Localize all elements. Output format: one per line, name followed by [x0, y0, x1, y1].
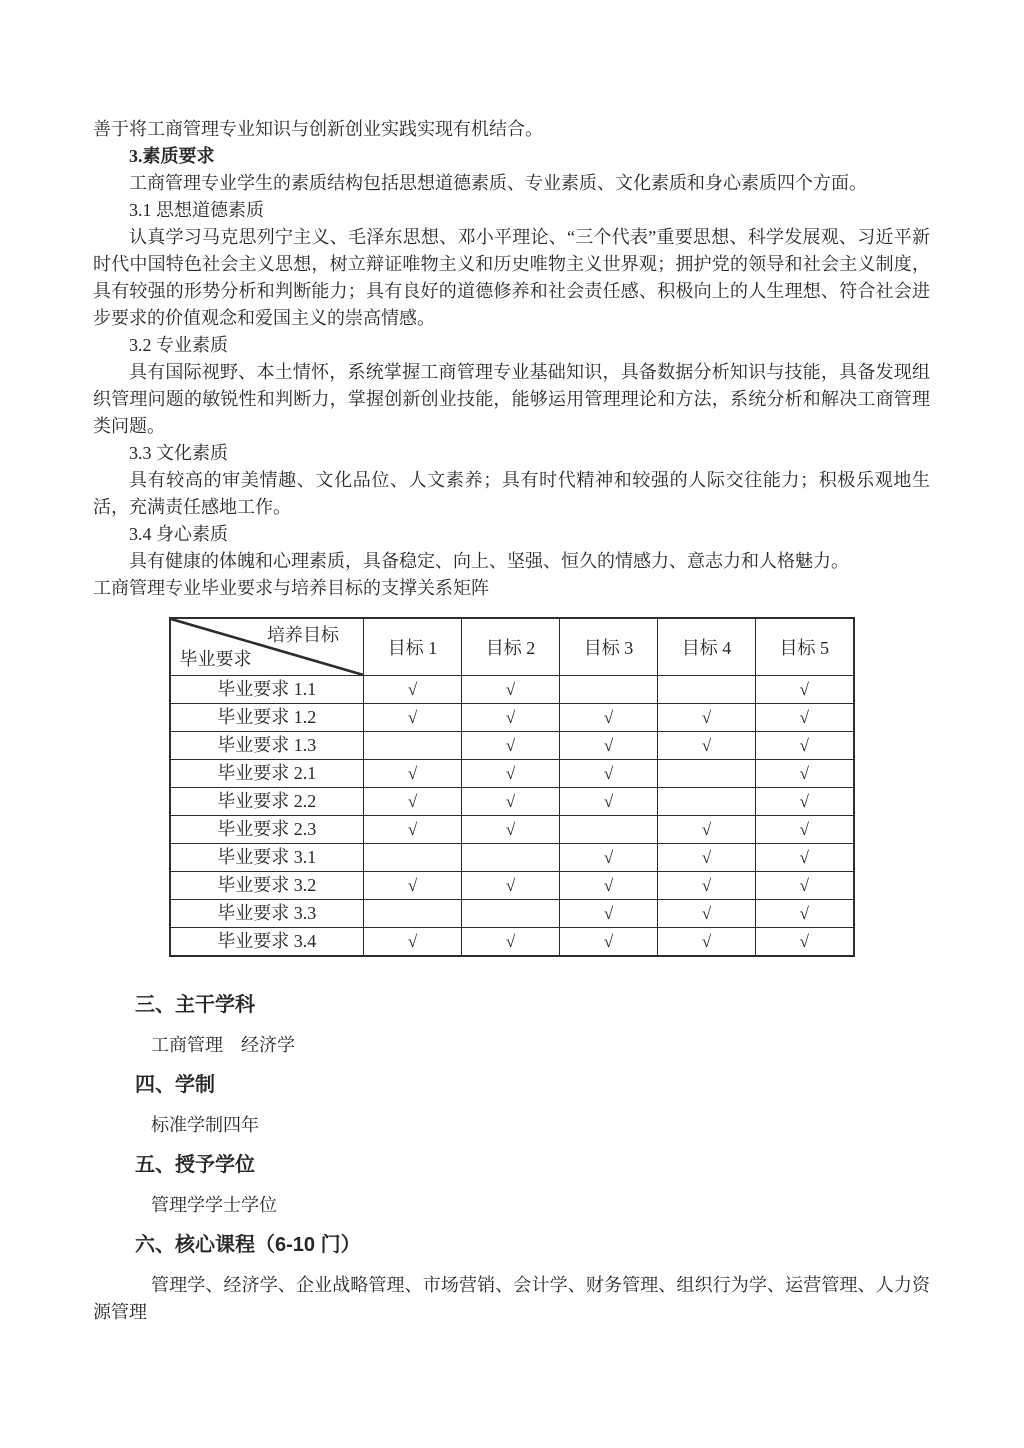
- empty-cell: [364, 900, 462, 928]
- matrix-header-row: [170, 618, 854, 676]
- check-mark: √: [756, 732, 854, 760]
- subsection-body-3-4: 具有健康的体魄和心理素质，具备稳定、向上、坚强、恒久的情感力、意志力和人格魅力。: [129, 551, 849, 571]
- check-mark: √: [462, 788, 560, 816]
- row-label: 毕业要求 2.3: [170, 816, 364, 844]
- check-mark: √: [560, 788, 658, 816]
- quality-requirements-intro: 工商管理专业学生的素质结构包括思想道德素质、专业素质、文化素质和身心素质四个方面。: [129, 173, 867, 193]
- subsection-body-3-2: 具有国际视野、本土情怀，系统掌握工商管理专业基础知识，具备数据分析知识与技能，具备发现组织管理问题的敏锐性和判断力，掌握创新创业技能，能够运用管理理论和方法，系统分析和解决工商管理类问题。: [93, 362, 930, 436]
- section-body-degree: 管理学学士学位: [151, 1195, 277, 1215]
- check-mark: √: [560, 928, 658, 957]
- check-mark: √: [756, 816, 854, 844]
- empty-cell: [364, 732, 462, 760]
- matrix-table-row: [170, 816, 854, 844]
- row-label: 毕业要求 3.1: [170, 844, 364, 872]
- matrix-table-row: [170, 872, 854, 900]
- matrix-table-title: 工商管理专业毕业要求与培养目标的支撑关系矩阵: [93, 578, 489, 598]
- matrix-corner-cell: [170, 618, 364, 676]
- check-mark: √: [560, 900, 658, 928]
- column-header-goal-4: 目标 4: [658, 618, 756, 676]
- row-label: 毕业要求 3.4: [170, 928, 364, 957]
- check-mark: √: [756, 928, 854, 957]
- section-heading-study-length: 四、学制: [135, 1074, 215, 1096]
- check-mark: √: [756, 760, 854, 788]
- column-header-goal-1: 目标 1: [364, 618, 462, 676]
- check-mark: √: [756, 676, 854, 704]
- check-mark: √: [756, 844, 854, 872]
- check-mark: √: [462, 676, 560, 704]
- check-mark: √: [658, 928, 756, 957]
- check-mark: √: [462, 816, 560, 844]
- quality-requirements-heading: 3.素质要求: [129, 146, 215, 166]
- subsection-heading-3-2: 3.2 专业素质: [129, 335, 228, 355]
- check-mark: √: [364, 928, 462, 957]
- section-body-main-disciplines: 工商管理 经济学: [151, 1035, 295, 1055]
- check-mark: √: [364, 676, 462, 704]
- column-header-goal-5: 目标 5: [756, 618, 854, 676]
- corner-label-graduation-requirements: 毕业要求: [179, 649, 252, 669]
- row-label: 毕业要求 2.1: [170, 760, 364, 788]
- body-text-block: [93, 116, 930, 602]
- empty-cell: [364, 844, 462, 872]
- check-mark: √: [462, 760, 560, 788]
- subsection-body-3-1: 认真学习马克思列宁主义、毛泽东思想、邓小平理论、“三个代表”重要思想、科学发展观、习近平新时代中国特色社会主义思想，树立辩证唯物主义和历史唯物主义世界观；拥护党的领导和社会主义制度，具有较强的形势分析和判断能力；具有良好的道德修养和社会责任感、积极向上的人生理想、符合社会进步要求的价值观念和爱国主义的崇高情感。: [93, 227, 930, 328]
- matrix-table-row: [170, 788, 854, 816]
- check-mark: √: [364, 872, 462, 900]
- check-mark: √: [756, 900, 854, 928]
- column-header-goal-2: 目标 2: [462, 618, 560, 676]
- empty-cell: [658, 676, 756, 704]
- check-mark: √: [560, 760, 658, 788]
- matrix-table-body: [170, 676, 854, 957]
- empty-cell: [560, 676, 658, 704]
- check-mark: √: [756, 872, 854, 900]
- matrix-table-row: [170, 732, 854, 760]
- subsection-body-3-3: 具有较高的审美情趣、文化品位、人文素养；具有时代精神和较强的人际交往能力；积极乐观地生活，充满责任感地工作。: [93, 470, 930, 517]
- row-label: 毕业要求 3.3: [170, 900, 364, 928]
- check-mark: √: [658, 816, 756, 844]
- empty-cell: [462, 900, 560, 928]
- check-mark: √: [364, 816, 462, 844]
- check-mark: √: [462, 872, 560, 900]
- row-label: 毕业要求 1.3: [170, 732, 364, 760]
- subsection-heading-3-4: 3.4 身心素质: [129, 524, 228, 544]
- check-mark: √: [658, 844, 756, 872]
- check-mark: √: [658, 704, 756, 732]
- row-label: 毕业要求 3.2: [170, 872, 364, 900]
- check-mark: √: [462, 928, 560, 957]
- matrix-table-row: [170, 900, 854, 928]
- corner-label-training-goals: 培养目标: [267, 625, 339, 645]
- row-label: 毕业要求 2.2: [170, 788, 364, 816]
- matrix-table-row: [170, 676, 854, 704]
- empty-cell: [462, 844, 560, 872]
- check-mark: √: [364, 704, 462, 732]
- column-header-goal-3: 目标 3: [560, 618, 658, 676]
- empty-cell: [560, 816, 658, 844]
- numbered-sections: [93, 993, 930, 1326]
- section-heading-main-disciplines: 三、主干学科: [135, 994, 255, 1016]
- check-mark: √: [756, 788, 854, 816]
- check-mark: √: [560, 872, 658, 900]
- subsection-heading-3-3: 3.3 文化素质: [129, 443, 228, 463]
- matrix-table-row: [170, 928, 854, 957]
- subsection-heading-3-1: 3.1 思想道德素质: [129, 200, 264, 220]
- section-heading-core-courses: 六、核心课程（6-10 门）: [135, 1234, 361, 1256]
- check-mark: √: [462, 732, 560, 760]
- empty-cell: [658, 760, 756, 788]
- leading-paragraph: 善于将工商管理专业知识与创新创业实践实现有机结合。: [93, 119, 543, 139]
- row-label: 毕业要求 1.2: [170, 704, 364, 732]
- matrix-table-row: [170, 704, 854, 732]
- matrix-table-row: [170, 844, 854, 872]
- check-mark: √: [658, 900, 756, 928]
- check-mark: √: [560, 844, 658, 872]
- check-mark: √: [560, 704, 658, 732]
- check-mark: √: [658, 872, 756, 900]
- matrix-table-row: [170, 760, 854, 788]
- check-mark: √: [756, 704, 854, 732]
- section-body-core-courses: 管理学、经济学、企业战略管理、市场营销、会计学、财务管理、组织行为学、运营管理、人力资源管理: [93, 1275, 930, 1322]
- empty-cell: [658, 788, 756, 816]
- section-heading-degree: 五、授予学位: [135, 1154, 255, 1176]
- check-mark: √: [560, 732, 658, 760]
- support-matrix-table: [169, 617, 855, 957]
- check-mark: √: [364, 760, 462, 788]
- row-label: 毕业要求 1.1: [170, 676, 364, 704]
- section-body-study-length: 标准学制四年: [151, 1115, 259, 1135]
- check-mark: √: [658, 732, 756, 760]
- check-mark: √: [462, 704, 560, 732]
- check-mark: √: [364, 788, 462, 816]
